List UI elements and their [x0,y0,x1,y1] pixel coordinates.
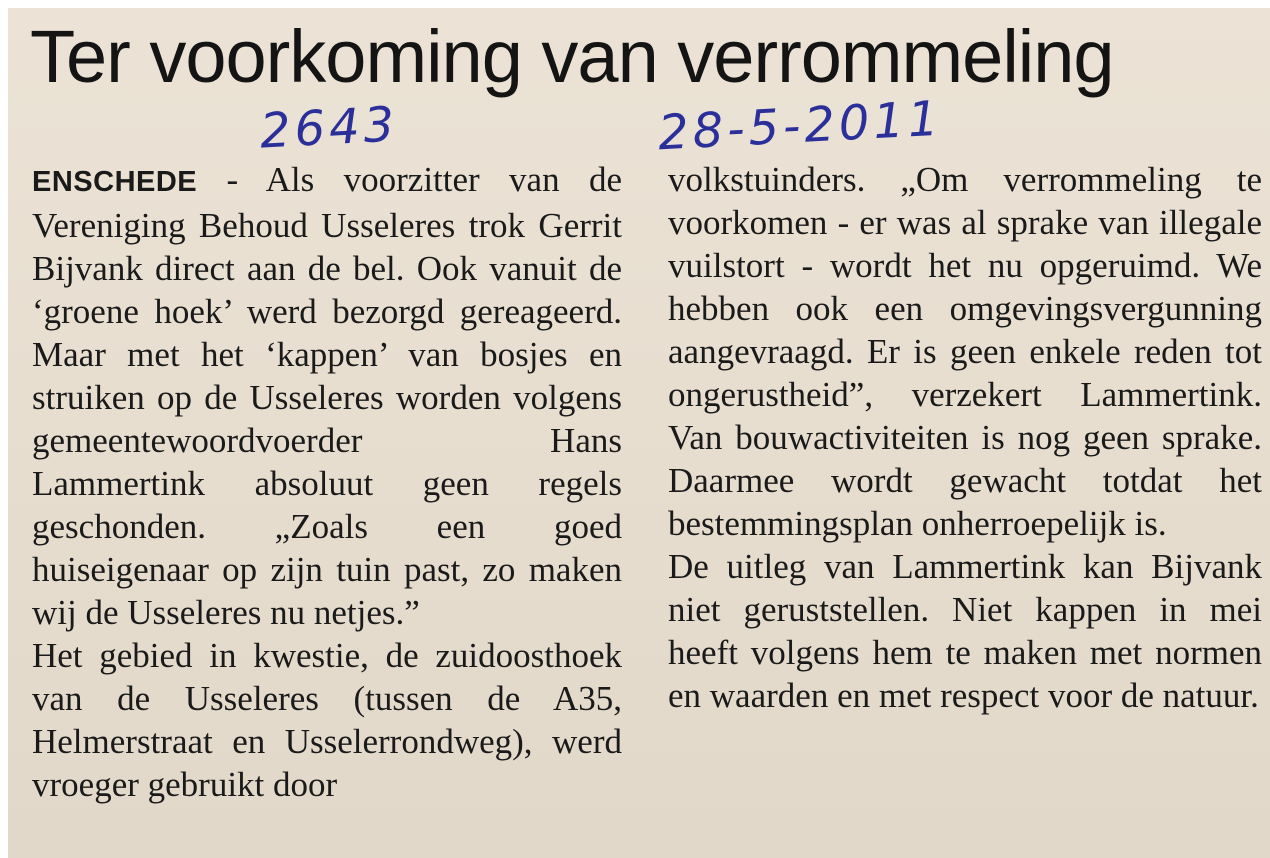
article-column-right [668,158,1262,717]
article-dateline: ENSCHEDE [32,166,198,198]
article-paragraph: Het gebied in kwestie, de zuidoosthoek van de Usseleres (tussen de A35, Helmerstraat en Usselerrondweg), werd vroeger gebruikt door [32,636,622,804]
article-paragraph: volkstuinders. „Om verrommeling te voorkomen - er was al sprake van illegale vuilstort - wordt het nu opgeruimd. We hebben ook een omgevingsvergunning aangevraagd. Er is geen enkele reden tot ongerustheid”, verzekert Lammertink. Van bouwactiviteiten is nog geen sprake. Daarmee wordt gewacht totdat het bestemmingsplan onherroepelijk is. [668,160,1262,543]
paragraph-text: - Als voorzitter van de Vereniging Behoud Usseleres trok Gerrit Bijvank direct aan de bel. Ook vanuit de ‘groene hoek’ werd bezorgd gereageerd. Maar met het ‘kappen’ van bosjes en struiken op de Usseleres worden volgens gemeentewoordvoerder Hans Lammertink absoluut geen regels geschonden. „Zoals een goed huiseigenaar op zijn tuin past, zo maken wij de Usseleres nu netjes.” [32,160,622,632]
article-column-left [32,158,622,806]
article-headline: Ter voorkoming van verrommeling [30,15,1114,98]
newspaper-clipping [8,8,1270,858]
handwritten-date: 28-5-2011 [656,90,944,162]
article-paragraph: De uitleg van Lammertink kan Bijvank niet geruststellen. Niet kappen in mei heeft volgens hem te maken met normen en waarden en met respect voor de natuur. [668,547,1262,715]
handwritten-archive-number: 2643 [258,96,400,160]
article-paragraph [32,158,622,634]
